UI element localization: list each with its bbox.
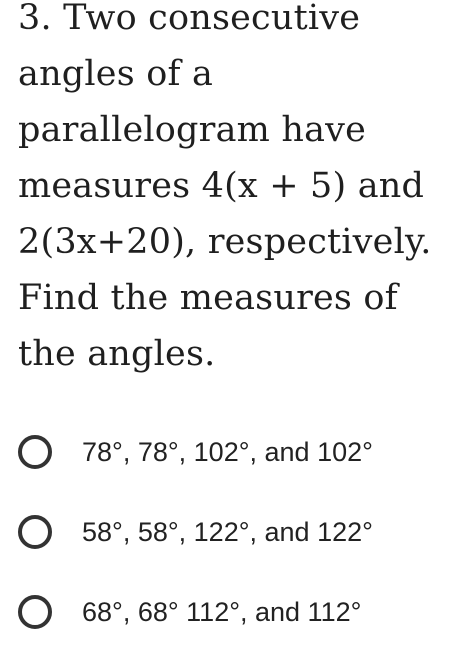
question-line: parallelogram have [18,110,367,150]
answer-option-3[interactable] [0,582,454,662]
question-line: 2(3x+20), respectively. [18,222,432,262]
answer-option-label: 78°, 78°, 102°, and 102° [82,437,373,467]
answer-options [0,422,454,662]
question-line: the angles. [18,334,216,374]
question-line: Find the measures of [18,278,398,318]
answer-option-2[interactable] [0,502,454,582]
question-text [18,0,448,382]
answer-option-label: 58°, 58°, 122°, and 122° [82,517,373,547]
question-line: measures 4(x + 5) and [18,166,425,206]
question-line: 3. Two consecutive [18,0,361,38]
radio-button-unselected[interactable] [18,435,52,469]
radio-button-unselected[interactable] [18,515,52,549]
radio-button-unselected[interactable] [18,595,52,629]
question-line: angles of a [18,54,214,94]
answer-option-1[interactable] [0,422,454,502]
answer-option-label: 68°, 68° 112°, and 112° [82,597,362,627]
